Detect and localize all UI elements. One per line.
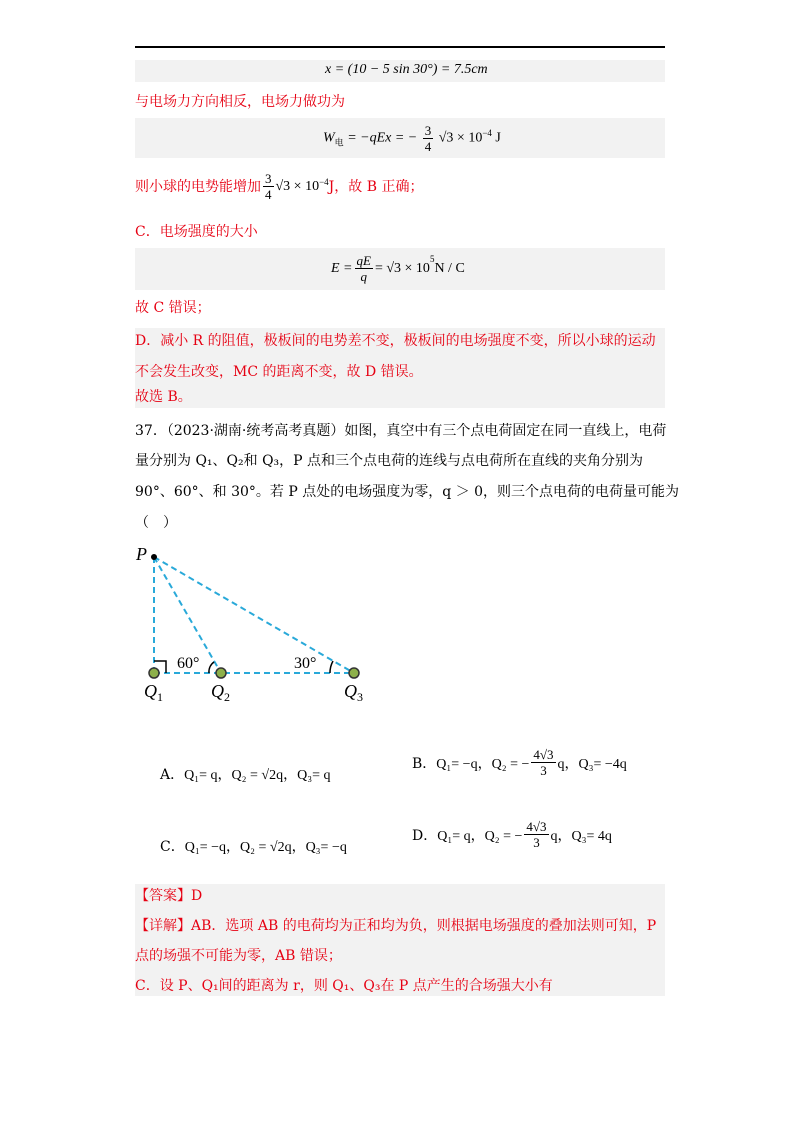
charge-q3 (349, 668, 359, 678)
w-exponent: −4 (482, 128, 492, 139)
label-angle-30: 30° (294, 655, 317, 672)
equation-band-e (135, 248, 665, 290)
point-p (151, 554, 157, 560)
label-q3: $Q_3$ (344, 681, 363, 704)
option-a-text: Q₁= q，Q₂ = √2q，Q₃= q (184, 768, 331, 783)
option-c-label: C． (160, 839, 185, 855)
option-b-label: B． (412, 755, 437, 772)
question-line2: 量分别为 Q₁、Q₂和 Q₃，P 点和三个点电荷的连线与点电荷所在直线的夹角分别为 (135, 453, 644, 469)
equation-w (323, 124, 501, 153)
option-d-pre: Q₁= q，Q₂ = − (437, 828, 523, 844)
text-d-line2: 不会发生改变，MC 的距离不变，故 D 错误。 (135, 364, 423, 380)
w-symbol: W (323, 130, 335, 146)
label-angle-60: 60° (177, 655, 200, 672)
angle-arc-60 (209, 662, 214, 673)
option-d-post: q，Q₃= 4q (550, 828, 612, 844)
w-frac-num: 3 (424, 123, 432, 138)
option-a[interactable] (160, 764, 330, 784)
question-line1: 37．（2023·湖南·统考高考真题）如图，真空中有三个点电荷固定在同一直线上，电荷 (135, 423, 667, 439)
w-rhs-a: = −qEx = − (347, 130, 418, 146)
potential-pre: 则小球的电势能增加 (135, 178, 261, 195)
option-b-frac-num: 4√3 (533, 747, 554, 762)
label-q2: $Q_2$ (211, 681, 230, 704)
label-q1: $Q_1$ (144, 681, 163, 704)
charge-figure (130, 540, 380, 710)
detail-line3: C．设 P、Q₁间的距离为 r，则 Q₁、Q₃在 P 点产生的合场强大小有 (135, 978, 553, 994)
option-d[interactable] (412, 820, 612, 849)
e-unit: N / C (434, 260, 465, 276)
top-rule (135, 46, 665, 48)
text-d-line1: D．减小 R 的阻值，极板间的电势差不变，极板间的电场强度不变，所以小球的运动 (135, 333, 656, 349)
option-d-frac-den: 3 (533, 835, 540, 850)
option-d-frac-num: 4√3 (526, 819, 547, 834)
e-frac-num: qE (356, 253, 371, 268)
potential-value: √3 × 10 (275, 178, 320, 194)
text-c-wrong: 故 C 错误； (135, 300, 211, 316)
option-b-post: q，Q₃= −4q (557, 756, 627, 772)
text-answer-b: 故选 B。 (135, 389, 192, 405)
label-p: P (136, 544, 147, 564)
option-d-label: D． (412, 827, 438, 844)
detail-line1 (135, 916, 656, 936)
w-unit: J (491, 130, 501, 146)
angle-arc-30 (330, 661, 333, 673)
w-subscript: 电 (334, 137, 344, 148)
potential-exponent: −4 (319, 177, 329, 187)
option-b[interactable] (412, 748, 627, 777)
equation-band-x (135, 60, 665, 82)
option-b-pre: Q₁= −q，Q₂ = − (436, 756, 530, 772)
option-a-label: A． (160, 767, 185, 783)
e-frac-den: q (360, 269, 367, 284)
detail-text1: AB．选项 AB 的电荷均为正和均为负，则根据电场强度的叠加法则可知，P (191, 918, 657, 934)
text-potential-increase (135, 172, 423, 201)
charge-q1 (149, 668, 159, 678)
charge-q2 (216, 668, 226, 678)
e-exponent: 5 (429, 254, 435, 264)
potential-post: J，故 B 正确； (328, 178, 424, 195)
answer-tag: 【答案】D (135, 888, 203, 904)
detail-line2: 点的场强不可能为零，AB 错误； (135, 948, 342, 964)
option-c[interactable] (160, 836, 347, 856)
equation-band-w (135, 118, 665, 158)
w-frac-den: 4 (424, 139, 432, 154)
w-rhs-b: √3 × 10 (438, 130, 483, 146)
question-blank: （ ） (135, 515, 177, 531)
e-rhs: = √3 × 10 (374, 260, 430, 276)
question-line3: 90°、60°、和 30°。若 P 点处的电场强度为零，q ＞ 0，则三个点电荷的电荷量可能为 (135, 484, 679, 500)
detail-tag: 【详解】 (135, 918, 191, 934)
potential-frac-num: 3 (265, 171, 272, 186)
equation-e (331, 254, 465, 283)
potential-frac-den: 4 (265, 187, 272, 202)
text-c-title: C．电场强度的大小 (135, 224, 258, 240)
equation-x: x = (10 − 5 sin 30°) = 7.5cm (325, 62, 488, 77)
e-lhs: E = (331, 260, 353, 276)
option-c-text: Q₁= −q，Q₂ = √2q，Q₃= −q (184, 840, 347, 855)
text-opposite-direction: 与电场力方向相反，电场力做功为 (135, 94, 345, 110)
option-b-frac-den: 3 (540, 763, 547, 778)
